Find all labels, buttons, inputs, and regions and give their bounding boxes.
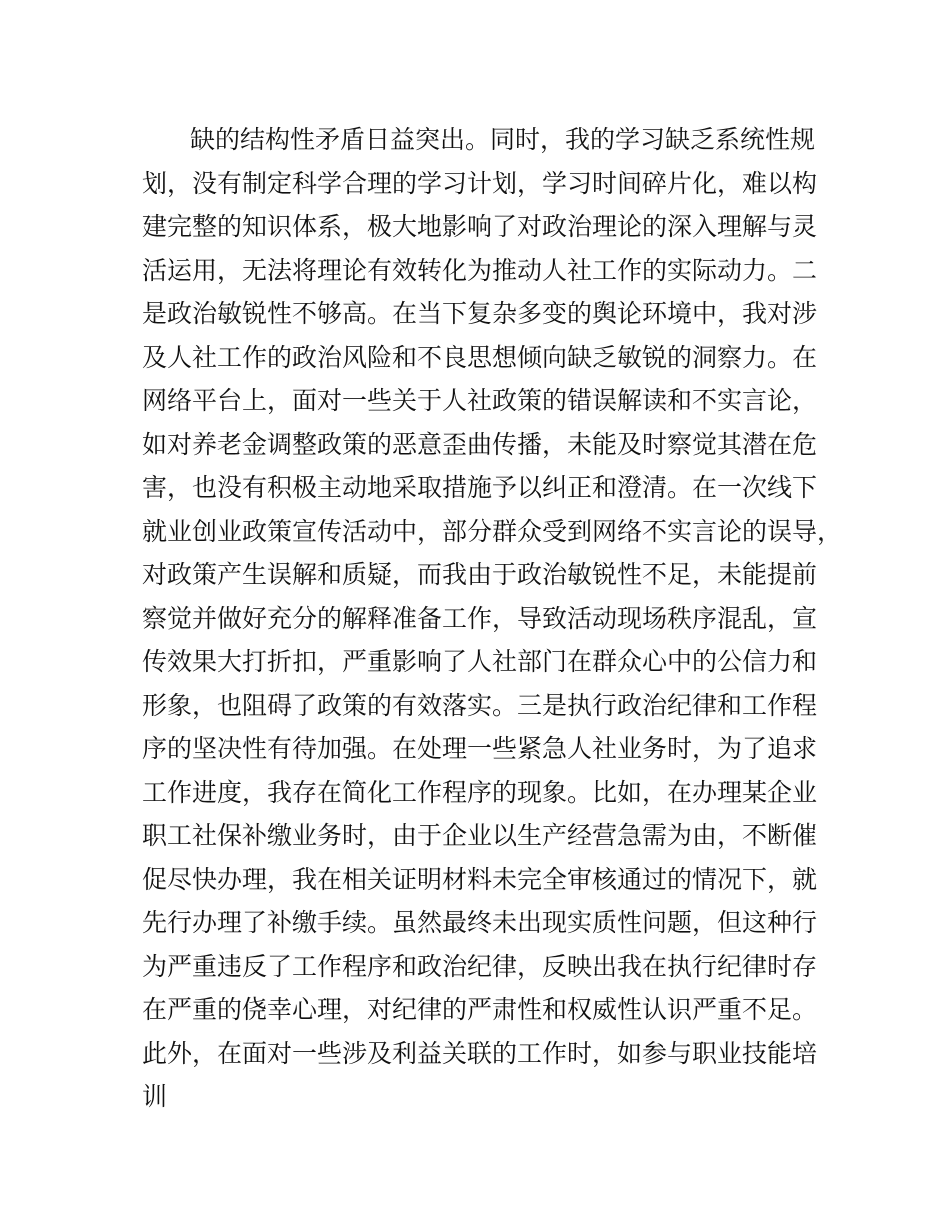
text-line: 建完整的知识体系，极大地影响了对政治理论的深入理解与灵	[142, 212, 818, 241]
text-line: 训	[142, 1082, 168, 1111]
text-line: 对政策产生误解和质疑，而我由于政治敏锐性不足，未能提前	[142, 560, 818, 589]
text-line: 如对养老金调整政策的恶意歪曲传播，未能及时察觉其潜在危	[142, 429, 818, 459]
text-line: 工作进度，我存在简化工作程序的现象。比如，在办理某企业	[142, 777, 818, 807]
text-line: 促尽快办理，我在相关证明材料未完全审核通过的情况下，就	[142, 864, 818, 894]
body-text	[142, 118, 842, 1119]
text-line: 职工社保补缴业务时，由于企业以生产经营急需为由，不断催	[142, 821, 818, 850]
text-line: 察觉并做好充分的解释准备工作，导致活动现场秩序混乱，宣	[142, 603, 818, 633]
text-line: 序的坚决性有待加强。在处理一些紧急人社业务时，为了追求	[142, 734, 818, 763]
text-line: 活运用，无法将理论有效转化为推动人社工作的实际动力。二	[142, 255, 818, 285]
text-line: 害，也没有积极主动地采取措施予以纠正和澄清。在一次线下	[142, 473, 818, 502]
text-line: 为严重违反了工作程序和政治纪律，反映出我在执行纪律时存	[142, 951, 818, 981]
text-line: 缺的结构性矛盾日益突出。同时，我的学习缺乏系统性规	[190, 125, 816, 154]
text-line: 形象，也阻碍了政策的有效落实。三是执行政治纪律和工作程	[142, 690, 818, 720]
text-line: 是政治敏锐性不够高。在当下复杂多变的舆论环境中，我对涉	[142, 299, 818, 328]
text-line: 划，没有制定科学合理的学习计划，学习时间碎片化，难以构	[142, 168, 818, 198]
text-line: 及人社工作的政治风险和不良思想倾向缺乏敏锐的洞察力。在	[142, 342, 818, 372]
text-line: 网络平台上，面对一些关于人社政策的错误解读和不实言论，	[142, 386, 818, 415]
text-line: 此外，在面对一些涉及利益关联的工作时，如参与职业技能培	[142, 1038, 818, 1068]
text-line: 就业创业政策宣传活动中，部分群众受到网络不实言论的误导，	[142, 516, 843, 546]
text-line: 先行办理了补缴手续。虽然最终未出现实质性问题，但这种行	[142, 908, 818, 937]
text-line: 在严重的侥幸心理，对纪律的严肃性和权威性认识严重不足。	[142, 995, 818, 1024]
text-line: 传效果大打折扣，严重影响了人社部门在群众心中的公信力和	[142, 647, 818, 676]
